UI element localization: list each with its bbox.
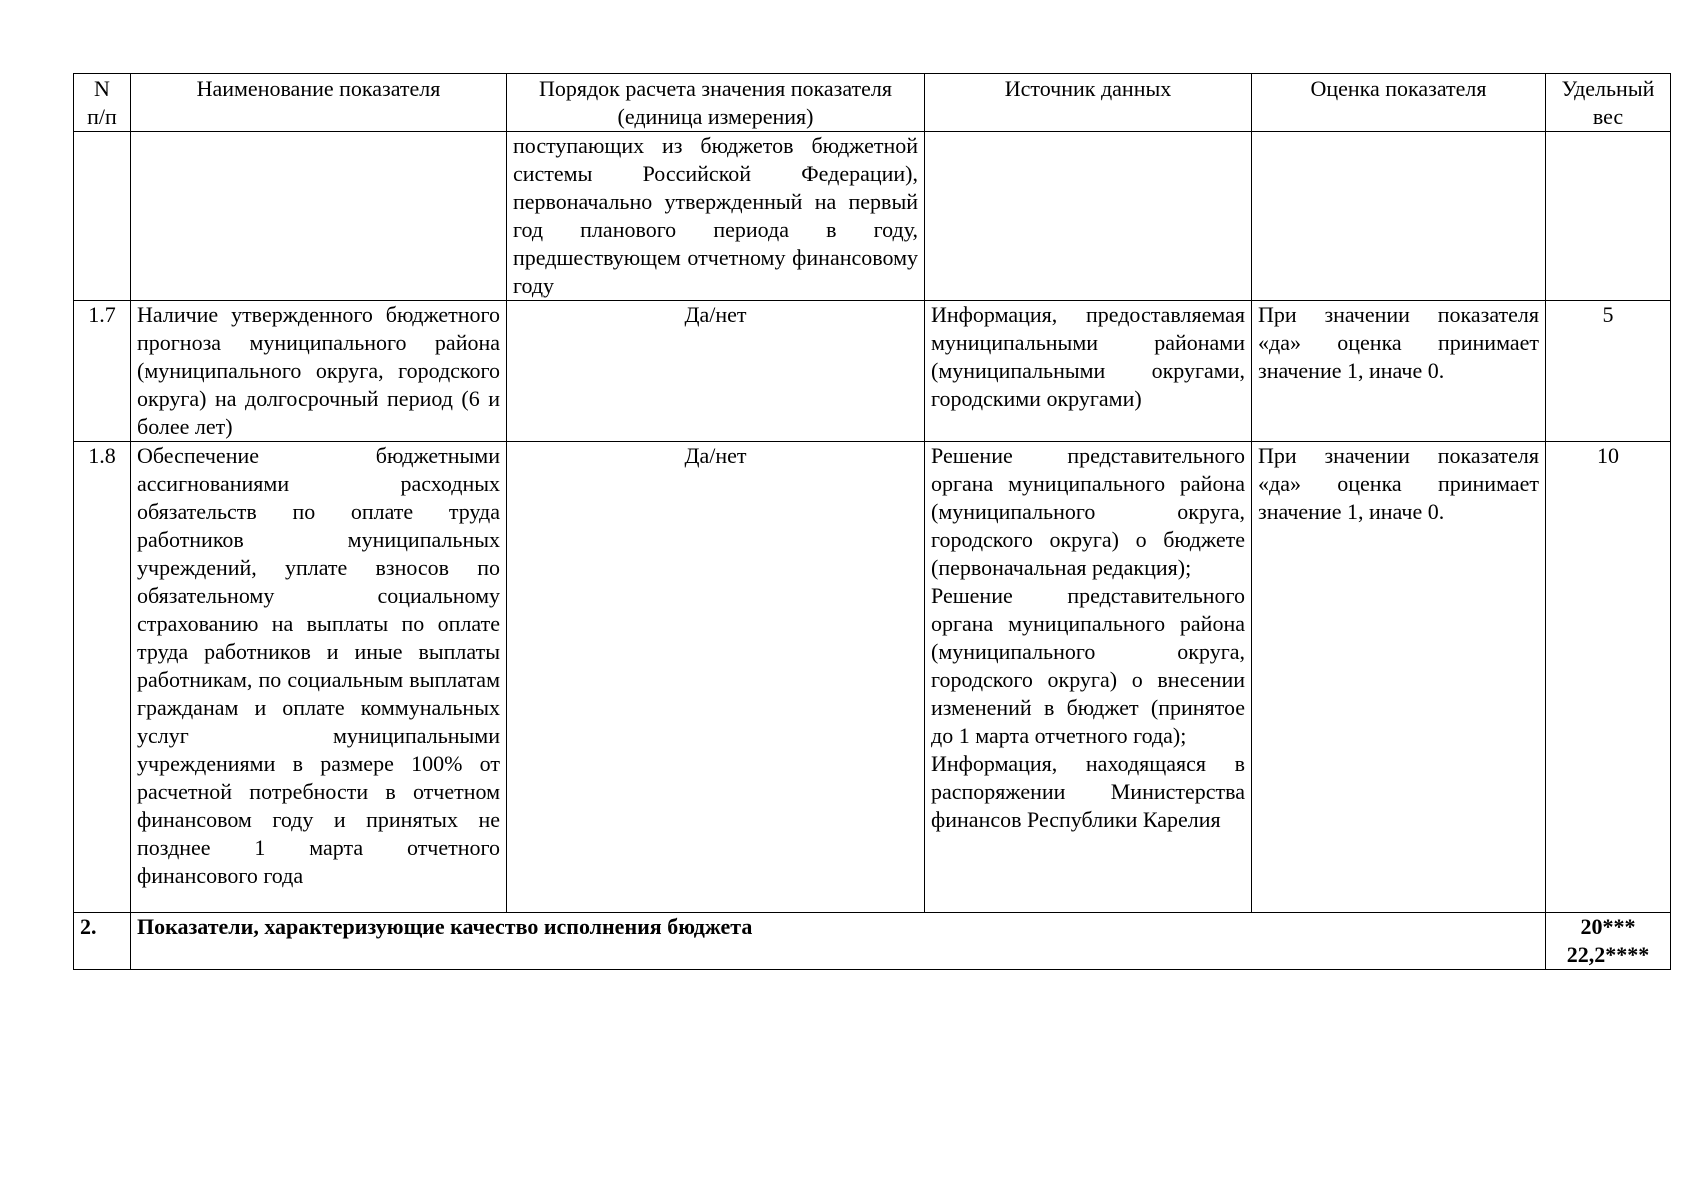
source-item: Информация, находящаяся в распоряжении Министерства финансов Республики Карелия [931,751,1245,832]
table-row-section-2 [74,913,1671,970]
cell-num [74,132,131,301]
header-num: N п/п [74,74,131,132]
table-row-1-8 [74,442,1671,913]
cell-eval [1252,132,1546,301]
table-row-1-7 [74,301,1671,442]
cell-source [925,132,1252,301]
header-eval: Оценка показателя [1252,74,1546,132]
cell-weight: 10 [1546,442,1671,913]
cell-weight: 5 [1546,301,1671,442]
cell-num: 1.8 [74,442,131,913]
cell-weight: 20*** 22,2**** [1546,913,1671,970]
cell-calc: Да/нет [507,301,925,442]
header-source: Источник данных [925,74,1252,132]
cell-eval: При значении показателя «да» оценка принимает значение 1, иначе 0. [1252,301,1546,442]
indicators-table [73,73,1671,970]
cell-calc: Да/нет [507,442,925,913]
cell-num: 1.7 [74,301,131,442]
cell-num: 2. [74,913,131,970]
source-item: Решение представительного органа муниципального района (муниципального округа, городского округа) о внесении изменений в бюджет (принятое до 1 марта отчетного года); [931,583,1245,748]
cell-source: Информация, предоставляемая муниципальными районами (муниципальными округами, городскими округами) [925,301,1252,442]
cell-source [925,442,1252,913]
cell-name [131,132,507,301]
cell-calc: поступающих из бюджетов бюджетной системы Российской Федерации), первоначально утвержденный на первый год планового периода в году, предшествующем отчетному финансовому году [507,132,925,301]
header-name: Наименование показателя [131,74,507,132]
cell-name: Наличие утвержденного бюджетного прогноза муниципального района (муниципального округа, городского округа) на долгосрочный период (6 и более лет) [131,301,507,442]
source-item: Решение представительного органа муниципального района (муниципального округа, городского округа) о бюджете (первоначальная редакция); [931,443,1245,580]
header-calc: Порядок расчета значения показателя (единица измерения) [507,74,925,132]
cell-eval: При значении показателя «да» оценка принимает значение 1, иначе 0. [1252,442,1546,913]
header-weight: Удельный вес [1546,74,1671,132]
cell-weight [1546,132,1671,301]
header-row [74,74,1671,132]
cell-name: Обеспечение бюджетными ассигнованиями расходных обязательств по оплате труда работников муниципальных учреждений, уплате взносов по обязательному социальному страхованию на выплаты по оплате труда работников и иные выплаты работникам, по социальным выплатам гражданам и оплате коммунальных услуг муниципальными учреждениями в размере 100% от расчетной потребности в отчетном финансовом году и принятых не позднее 1 марта отчетного финансового года [131,442,507,913]
table-row-continuation [74,132,1671,301]
section-title: Показатели, характеризующие качество исполнения бюджета [131,913,1546,970]
